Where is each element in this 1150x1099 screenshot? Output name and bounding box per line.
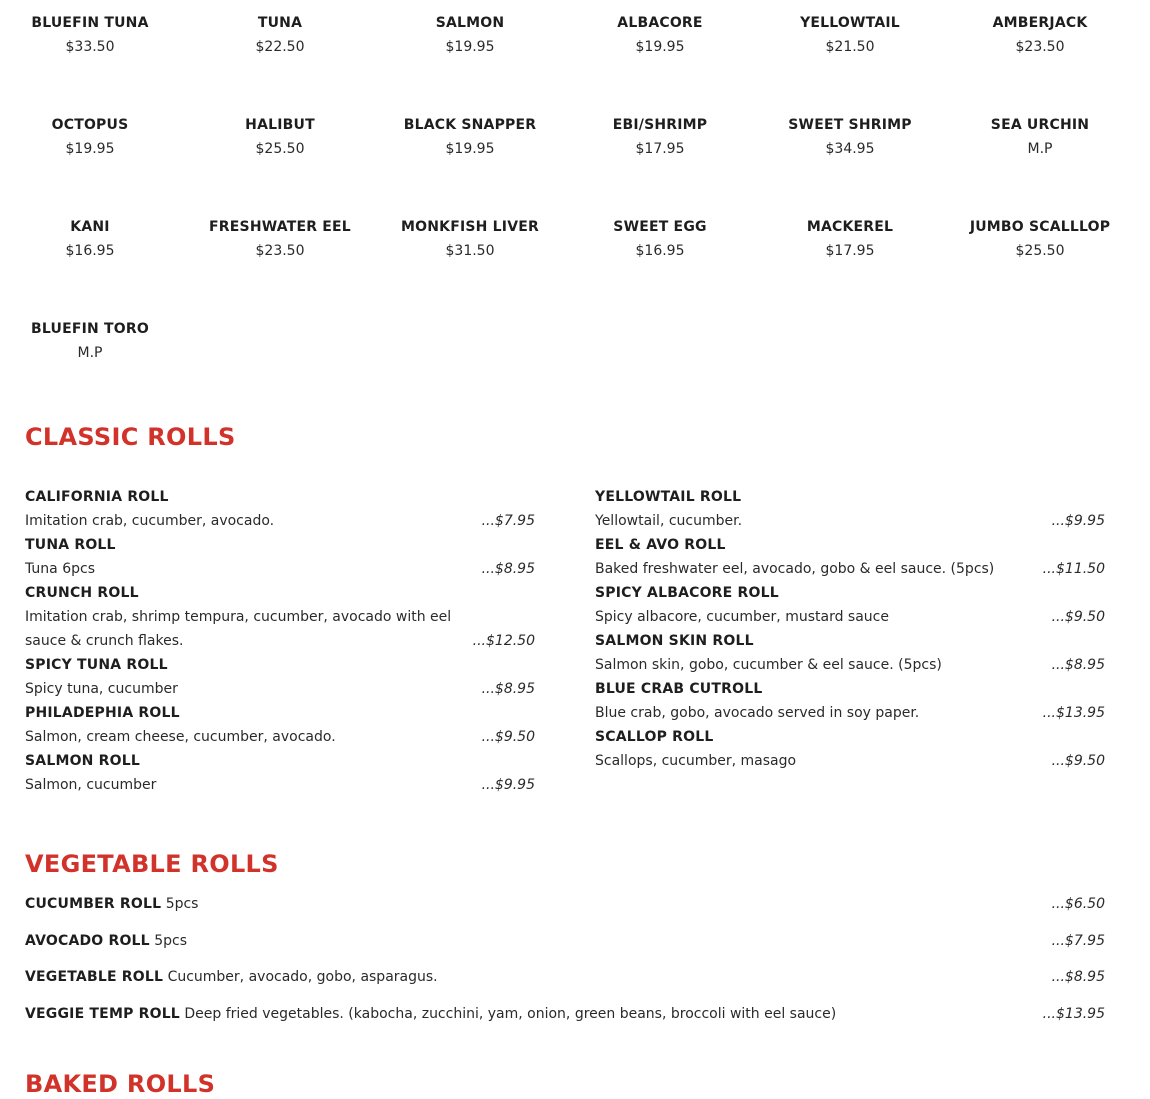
roll-description: Salmon, cucumber xyxy=(25,777,157,793)
sushi-item-name: FRESHWATER EEL xyxy=(209,219,351,235)
roll-item xyxy=(595,485,1105,533)
roll-line xyxy=(595,749,1105,773)
sushi-item-name: BLUEFIN TUNA xyxy=(31,15,149,31)
roll-price: ...$12.50 xyxy=(472,633,535,649)
sushi-item xyxy=(565,14,755,116)
roll-name: PHILADEPHIA ROLL xyxy=(25,705,180,721)
sushi-row xyxy=(0,116,1150,218)
roll-price: ...$9.50 xyxy=(481,729,535,745)
veg-roll-price: ...$7.95 xyxy=(1051,932,1105,949)
roll-name: SCALLOP ROLL xyxy=(595,729,714,745)
sushi-item-price: $23.50 xyxy=(1015,39,1065,55)
sushi-item-price: $16.95 xyxy=(635,243,685,259)
veg-roll-item xyxy=(25,893,1105,930)
sushi-item-name: MONKFISH LIVER xyxy=(401,219,539,235)
roll-line xyxy=(25,677,535,701)
sushi-item-price: $17.95 xyxy=(825,243,875,259)
sushi-item-price: $22.50 xyxy=(255,39,305,55)
sushi-item xyxy=(185,218,375,320)
roll-line xyxy=(25,509,535,533)
roll-item xyxy=(25,485,535,533)
sushi-item xyxy=(755,218,945,320)
sushi-item xyxy=(945,116,1135,218)
vegetable-rolls-list xyxy=(25,893,1105,1039)
roll-name: EEL & AVO ROLL xyxy=(595,537,726,553)
sushi-item xyxy=(0,320,185,400)
vegetable-rolls-heading: VEGETABLE ROLLS xyxy=(25,850,279,878)
roll-line xyxy=(25,773,535,797)
sushi-item xyxy=(565,116,755,218)
veg-roll-name: AVOCADO ROLL xyxy=(25,932,150,949)
veg-roll-price: ...$8.95 xyxy=(1051,969,1105,985)
roll-description: Spicy tuna, cucumber xyxy=(25,681,178,697)
roll-line xyxy=(25,725,535,749)
sushi-item-price: $23.50 xyxy=(255,243,305,259)
roll-line xyxy=(25,605,535,653)
sushi-row xyxy=(0,14,1150,116)
roll-name: SPICY ALBACORE ROLL xyxy=(595,585,779,601)
veg-roll-description: 5pcs xyxy=(154,932,188,949)
roll-description: Baked freshwater eel, avocado, gobo & eel sauce. (5pcs) xyxy=(595,561,995,577)
roll-line xyxy=(595,605,1105,629)
roll-price: ...$11.50 xyxy=(1042,561,1105,577)
roll-item xyxy=(25,749,535,797)
sushi-item-price: $25.50 xyxy=(1015,243,1065,259)
roll-price: ...$9.95 xyxy=(1051,513,1105,529)
sushi-item-name: MACKEREL xyxy=(806,219,894,235)
roll-description: Salmon skin, gobo, cucumber & eel sauce. (5pcs) xyxy=(595,657,942,673)
veg-roll-price: ...$6.50 xyxy=(1051,896,1105,912)
sushi-item-price: $19.95 xyxy=(635,39,685,55)
sushi-item-name: OCTOPUS xyxy=(51,117,129,133)
sushi-item xyxy=(565,218,755,320)
veg-roll-name: CUCUMBER ROLL xyxy=(25,896,162,912)
sushi-item-name: KANI xyxy=(70,219,110,235)
roll-line xyxy=(25,557,535,581)
roll-description: Imitation crab, shrimp tempura, cucumber, avocado with eel sauce & crunch flakes. xyxy=(25,609,452,649)
sushi-item xyxy=(755,116,945,218)
roll-name: CRUNCH ROLL xyxy=(25,585,139,601)
sushi-item-price: $19.95 xyxy=(445,39,495,55)
sushi-item xyxy=(185,116,375,218)
classic-rolls-left-column xyxy=(25,485,535,797)
roll-line xyxy=(595,557,1105,581)
roll-name: CALIFORNIA ROLL xyxy=(25,489,169,505)
sushi-item-name: ALBACORE xyxy=(617,15,703,31)
roll-item xyxy=(595,677,1105,725)
roll-name: SALMON SKIN ROLL xyxy=(595,633,754,649)
veg-roll-item xyxy=(25,1003,1105,1040)
veg-roll-name: VEGGIE TEMP ROLL xyxy=(25,1005,180,1022)
sushi-item-name: YELLOWTAIL xyxy=(800,15,900,31)
sushi-item xyxy=(0,218,185,320)
sushi-item-price: $25.50 xyxy=(255,141,305,157)
veg-roll-price: ...$13.95 xyxy=(1042,1005,1105,1022)
sushi-item-name: EBI/SHRIMP xyxy=(612,117,708,133)
roll-price: ...$7.95 xyxy=(481,513,535,529)
roll-description: Blue crab, gobo, avocado served in soy paper. xyxy=(595,705,920,721)
classic-rolls-heading: CLASSIC ROLLS xyxy=(25,423,236,451)
roll-price: ...$9.95 xyxy=(481,777,535,793)
roll-line xyxy=(595,701,1105,725)
roll-price: ...$9.50 xyxy=(1051,753,1105,769)
roll-item xyxy=(25,653,535,701)
veg-roll-description: Deep fried vegetables. (kabocha, zucchini, yam, onion, green beans, broccoli with eel sauce) xyxy=(184,1005,837,1022)
veg-roll-item xyxy=(25,966,1105,1003)
sushi-item-price: $19.95 xyxy=(65,141,115,157)
roll-name: SPICY TUNA ROLL xyxy=(25,657,168,673)
veg-roll-name: VEGETABLE ROLL xyxy=(25,969,164,985)
sushi-item-name: SALMON xyxy=(435,15,505,31)
roll-price: ...$13.95 xyxy=(1042,705,1105,721)
sushi-item xyxy=(945,14,1135,116)
roll-name: SALMON ROLL xyxy=(25,753,140,769)
sushi-item xyxy=(0,14,185,116)
sushi-item xyxy=(375,116,565,218)
sushi-item-name: TUNA xyxy=(257,15,303,31)
roll-description: Salmon, cream cheese, cucumber, avocado. xyxy=(25,729,336,745)
roll-item xyxy=(25,533,535,581)
sushi-item-name: SWEET EGG xyxy=(613,219,707,235)
baked-rolls-heading: BAKED ROLLS xyxy=(25,1070,216,1098)
roll-description: Spicy albacore, cucumber, mustard sauce xyxy=(595,609,889,625)
sushi-item-name: SWEET SHRIMP xyxy=(788,117,912,133)
sushi-item-name: BLUEFIN TORO xyxy=(31,321,149,337)
roll-price: ...$8.95 xyxy=(481,681,535,697)
sushi-row xyxy=(0,320,1150,400)
roll-price: ...$8.95 xyxy=(1051,657,1105,673)
sushi-item-name: JUMBO SCALLLOP xyxy=(969,219,1111,235)
sushi-item-price: M.P xyxy=(77,345,103,361)
roll-description: Yellowtail, cucumber. xyxy=(595,513,743,529)
roll-name: TUNA ROLL xyxy=(25,537,116,553)
sushi-menu-grid xyxy=(0,14,1150,400)
veg-roll-description: Cucumber, avocado, gobo, asparagus. xyxy=(167,969,438,985)
sushi-item-price: $31.50 xyxy=(445,243,495,259)
sushi-item-price: $17.95 xyxy=(635,141,685,157)
roll-description: Tuna 6pcs xyxy=(25,561,95,577)
roll-line xyxy=(595,653,1105,677)
sushi-item xyxy=(0,116,185,218)
sushi-row xyxy=(0,218,1150,320)
sushi-item xyxy=(185,14,375,116)
sushi-item-name: BLACK SNAPPER xyxy=(403,117,537,133)
sushi-item-price: $16.95 xyxy=(65,243,115,259)
roll-item xyxy=(25,701,535,749)
roll-description: Scallops, cucumber, masago xyxy=(595,753,797,769)
sushi-item-price: $33.50 xyxy=(65,39,115,55)
roll-name: YELLOWTAIL ROLL xyxy=(595,489,742,505)
sushi-item-price: $21.50 xyxy=(825,39,875,55)
sushi-item xyxy=(375,14,565,116)
sushi-item xyxy=(375,218,565,320)
roll-item xyxy=(25,581,535,653)
roll-price: ...$8.95 xyxy=(481,561,535,577)
roll-item xyxy=(595,533,1105,581)
sushi-item-price: M.P xyxy=(1027,141,1053,157)
roll-name: BLUE CRAB CUTROLL xyxy=(595,681,763,697)
classic-rolls-right-column xyxy=(595,485,1105,773)
sushi-item xyxy=(945,218,1135,320)
roll-item xyxy=(595,581,1105,629)
sushi-item-name: AMBERJACK xyxy=(992,15,1088,31)
veg-roll-item xyxy=(25,930,1105,967)
roll-price: ...$9.50 xyxy=(1051,609,1105,625)
roll-item xyxy=(595,725,1105,773)
roll-line xyxy=(595,509,1105,533)
sushi-item-price: $34.95 xyxy=(825,141,875,157)
roll-item xyxy=(595,629,1105,677)
veg-roll-description: 5pcs xyxy=(165,896,199,912)
sushi-item-price: $19.95 xyxy=(445,141,495,157)
sushi-item-name: SEA URCHIN xyxy=(990,117,1090,133)
sushi-item xyxy=(755,14,945,116)
roll-description: Imitation crab, cucumber, avocado. xyxy=(25,513,275,529)
sushi-item-name: HALIBUT xyxy=(245,117,315,133)
